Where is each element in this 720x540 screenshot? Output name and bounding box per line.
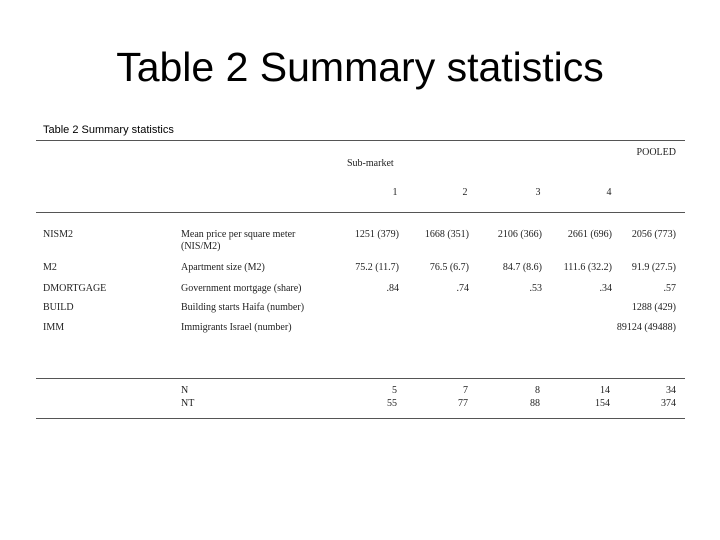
variable-name: DMORTGAGE <box>43 283 107 294</box>
column-header-1: 1 <box>392 187 398 198</box>
table-caption: Table 2 Summary statistics <box>43 124 174 136</box>
sub-market-4-value: 2661 (696) <box>567 229 612 240</box>
footer-col-2 <box>430 384 468 410</box>
n-value: 14 <box>600 385 610 396</box>
footer-col-3 <box>502 384 540 410</box>
table-bottom-rule <box>36 418 685 419</box>
footer-col-1 <box>360 384 397 410</box>
n-label: N <box>181 385 189 396</box>
nt-value: 154 <box>595 398 610 409</box>
variable-name: M2 <box>43 262 57 273</box>
footer-col-4 <box>572 384 610 410</box>
footer-labels <box>181 384 194 410</box>
variable-name: BUILD <box>43 302 74 313</box>
slide-title: Table 2 Summary statistics <box>116 44 604 90</box>
pooled-header: POOLED <box>636 147 676 158</box>
sub-market-1-value: .84 <box>386 283 399 294</box>
sub-market-2-value: .74 <box>456 283 469 294</box>
header-rule <box>36 212 685 213</box>
description-text: Mean price per square meter (NIS/M2) <box>181 229 296 252</box>
sub-market-1-value: 75.2 (11.7) <box>355 262 399 273</box>
sub-market-3-value: 2106 (366) <box>497 229 542 240</box>
variable-description: Apartment size (M2) <box>181 262 265 273</box>
sub-market-4-value: .34 <box>599 283 612 294</box>
pooled-value: 89124 (49488) <box>616 322 676 333</box>
variable-name: NISM2 <box>43 229 74 240</box>
nt-value: 88 <box>530 398 540 409</box>
sub-market-header: Sub-market <box>347 158 394 169</box>
nt-value: 55 <box>387 398 397 409</box>
sub-market-2-value: 1668 (351) <box>424 229 469 240</box>
variable-description <box>181 229 321 253</box>
table-top-rule <box>36 140 685 141</box>
nt-value: 77 <box>458 398 468 409</box>
variable-name: IMM <box>43 322 65 333</box>
variable-description: Building starts Haifa (number) <box>181 302 305 313</box>
sub-market-1-value: 1251 (379) <box>354 229 399 240</box>
sub-market-3-value: .53 <box>529 283 542 294</box>
nt-value: 374 <box>661 398 676 409</box>
n-value: 34 <box>666 385 676 396</box>
sub-market-4-value: 111.6 (32.2) <box>563 262 612 273</box>
variable-description: Government mortgage (share) <box>181 283 302 294</box>
sub-market-3-value: 84.7 (8.6) <box>502 262 542 273</box>
column-header-2: 2 <box>462 187 468 198</box>
sub-market-2-value: 76.5 (6.7) <box>429 262 469 273</box>
n-value: 7 <box>463 385 468 396</box>
variable-description: Immigrants Israel (number) <box>181 322 292 333</box>
column-header-4: 4 <box>606 187 612 198</box>
n-value: 5 <box>392 385 397 396</box>
n-value: 8 <box>535 385 540 396</box>
pooled-value: 2056 (773) <box>631 229 676 240</box>
column-header-3: 3 <box>535 187 541 198</box>
footer-rule <box>36 378 685 379</box>
pooled-value: 1288 (429) <box>631 302 676 313</box>
pooled-value: .57 <box>663 283 676 294</box>
nt-label: NT <box>181 398 195 409</box>
footer-col-pooled <box>638 384 676 410</box>
pooled-value: 91.9 (27.5) <box>631 262 676 273</box>
